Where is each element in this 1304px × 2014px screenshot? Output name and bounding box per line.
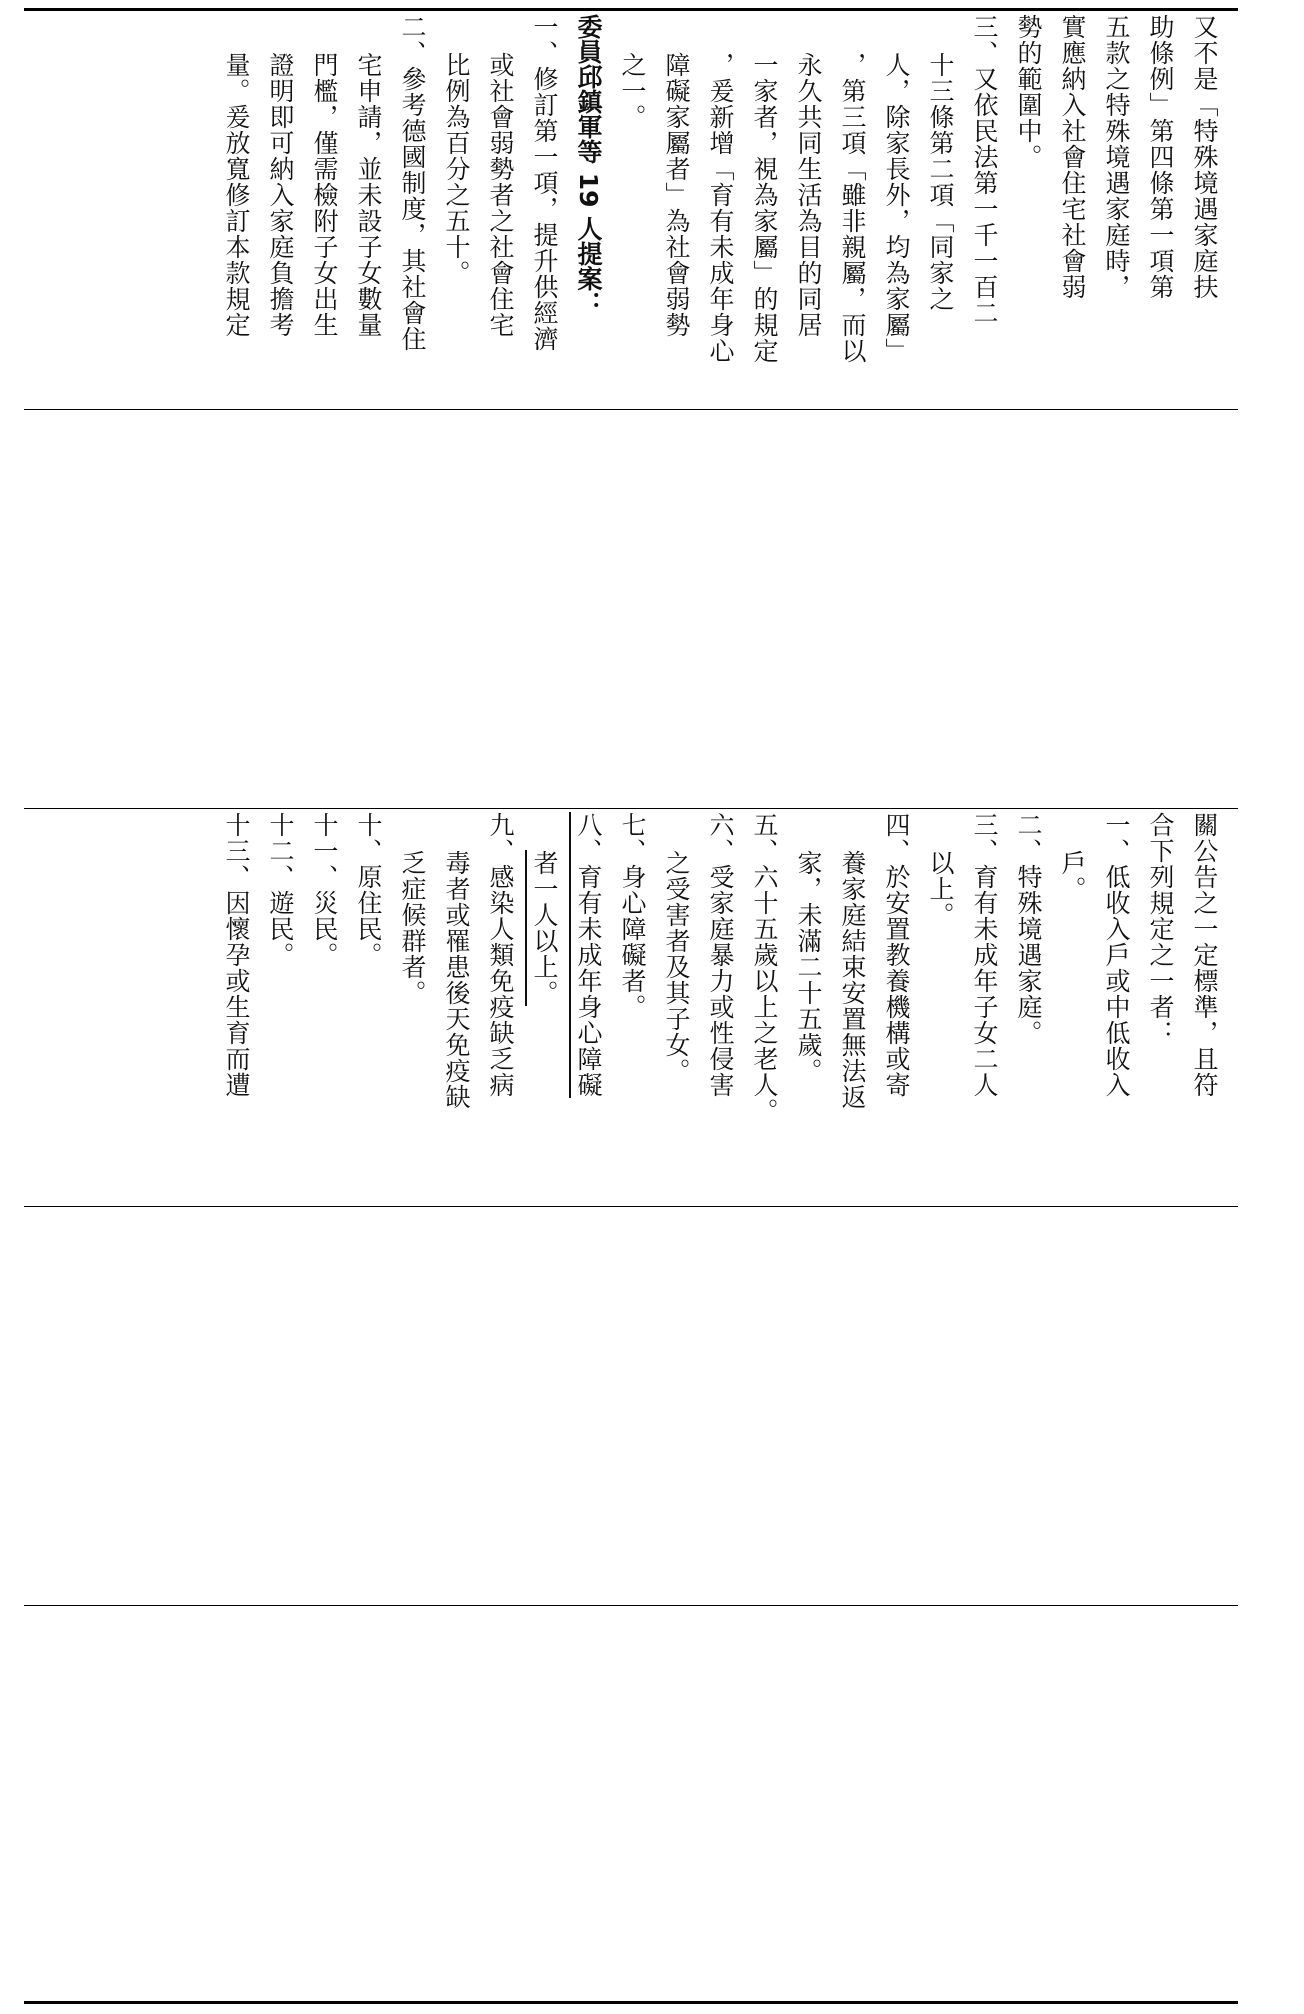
proposer-heading: 委員邱鎮軍等 19 人提案： — [574, 14, 603, 317]
list-item: 七、身心障礙者。 — [618, 812, 647, 1020]
text-line: 門檻，僅需檢附子女出生 — [310, 52, 339, 338]
amended-text-line: 者一人以上。 — [530, 850, 559, 1006]
list-item: 六、受家庭暴力或性侵害 — [706, 812, 735, 1098]
text-line: 量。爰放寬修訂本款規定 — [222, 52, 251, 338]
list-item: 一、低收入戶或中低收入 — [1102, 812, 1131, 1098]
text-line: 三、又依民法第一千一百二 — [970, 14, 999, 326]
text-line: 永久共同生活為目的同居 — [794, 52, 823, 338]
text-line: 人，除家長外，均為家屬」 — [882, 52, 911, 364]
text-line: 又不是「特殊境遇家庭扶 — [1190, 14, 1219, 300]
text-line: ，爰新增「育有未成年身心 — [706, 52, 735, 364]
text-line: ，第三項「雖非親屬，而以 — [838, 52, 867, 364]
list-item: 四、於安置教養機構或寄 — [882, 812, 911, 1098]
explanation-cell — [24, 14, 1238, 406]
text-line: 助條例」第四條第一項第 — [1146, 14, 1175, 300]
row-divider — [24, 808, 1238, 809]
text-line: 勢的範圍中。 — [1014, 14, 1043, 170]
text-line: 合下列規定之一者： — [1146, 812, 1175, 1046]
text-line: 養家庭結束安置無法返 — [838, 850, 867, 1110]
list-item: 三、育有未成年子女二人 — [970, 812, 999, 1098]
text-line: 或社會弱勢者之社會住宅 — [486, 52, 515, 338]
empty-cell — [24, 1207, 1238, 1605]
text-line: 五款之特殊境遇家庭時， — [1102, 14, 1131, 300]
text-line: 之受害者及其子女。 — [662, 850, 691, 1084]
text-line: 戶。 — [1058, 850, 1087, 902]
empty-cell — [24, 1606, 1238, 2004]
text-line: 二、參考德國制度，其社會住 — [398, 14, 427, 352]
list-item: 九、感染人類免疫缺乏病 — [486, 812, 515, 1098]
table-top-rule — [24, 8, 1238, 11]
list-item: 十三、因懷孕或生育而遭 — [222, 812, 251, 1098]
list-item: 十二、遊民。 — [266, 812, 295, 968]
text-line: 十三條第二項「同家之 — [926, 52, 955, 312]
list-item: 五、六十五歲以上之老人。 — [750, 812, 779, 1124]
text-line: 證明即可納入家庭負擔考 — [266, 52, 295, 338]
text-line: 之一。 — [618, 52, 647, 130]
article-text — [214, 812, 1226, 1204]
text-line: 乏症候群者。 — [398, 850, 427, 1006]
text-line: 實應納入社會住宅社會弱 — [1058, 14, 1087, 300]
amended-list-item: 八、育有未成年身心障礙 — [574, 812, 603, 1098]
text-line: 以上。 — [926, 850, 955, 928]
empty-cell — [24, 410, 1238, 808]
text-line: 一家者，視為家屬」的規定 — [750, 52, 779, 364]
text-line: 比例為百分之五十。 — [442, 52, 471, 286]
text-line: 一、修訂第一項，提升供經濟 — [530, 14, 559, 352]
list-item: 十、原住民。 — [354, 812, 383, 968]
text-line: 宅申請，並未設子女數量 — [354, 52, 383, 338]
text-line: 關公告之一定標準，且符 — [1190, 812, 1219, 1098]
table-bottom-rule — [24, 2001, 1238, 2004]
text-line: 家，未滿二十五歲。 — [794, 850, 823, 1084]
text-line: 毒者或罹患後天免疫缺 — [442, 850, 471, 1110]
list-item: 二、特殊境遇家庭。 — [1014, 812, 1043, 1046]
text-line: 障礙家屬者」為社會弱勢 — [662, 52, 691, 338]
article-cell — [24, 812, 1238, 1204]
explanation-text — [214, 14, 1226, 406]
list-item: 十一、災民。 — [310, 812, 339, 968]
